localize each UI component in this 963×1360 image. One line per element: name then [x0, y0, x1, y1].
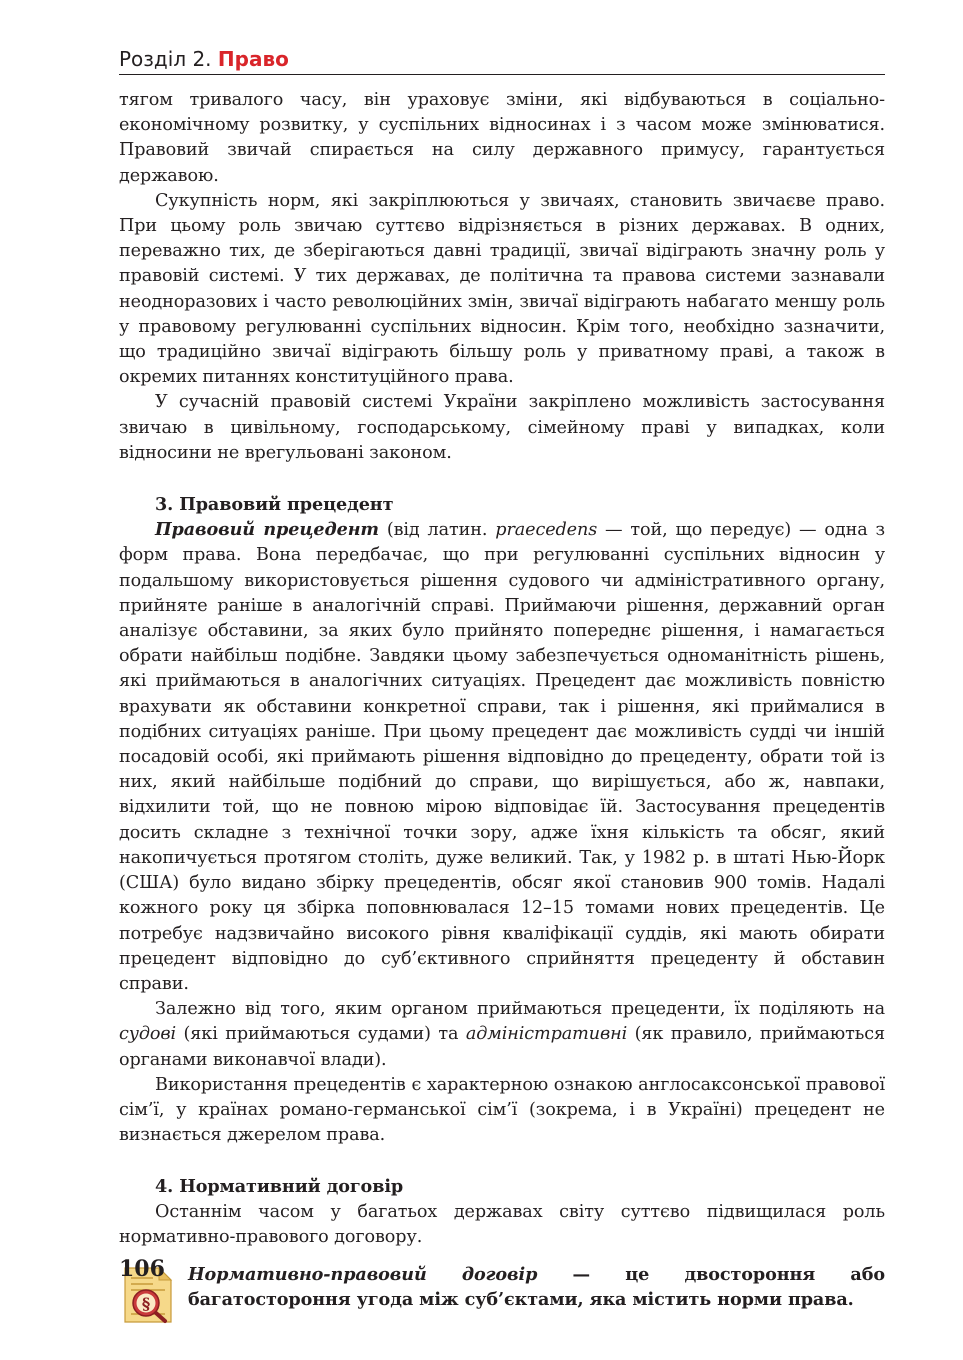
- page-content: [119, 88, 885, 1332]
- section-4-heading: 4. Нормативний договір: [155, 1176, 404, 1198]
- term-precedent: Правовий прецедент: [155, 519, 379, 541]
- definition-text: [188, 1262, 885, 1312]
- section-sign: §: [141, 1293, 151, 1313]
- latin-word: praecedens: [495, 520, 598, 541]
- paragraph-precedent-definition: [119, 517, 885, 997]
- page-header: [119, 46, 885, 75]
- term-administrative: адміністративні: [465, 1024, 628, 1045]
- paragraph-ukraine-custom: У сучасній правовій системі України закріплено можливість застосування звичаю в цивільному, господарському, сімейному праві у випадках, коли відносини не врегульовані законом.: [119, 392, 885, 463]
- paragraph-precedent-types: [119, 997, 885, 1073]
- paragraph-continuation: тягом тривалого часу, він ураховує зміни, які відбуваються в соціально-економічному розвитку, у суспільних відносинах і з часом може змінюватися. Правовий звичай спирається на силу державного примусу, гарантується державою.: [119, 90, 885, 186]
- page-number: 106: [119, 1256, 165, 1282]
- paragraph-precedent-usage: Використання прецедентів є характерною ознакою англосаксонської правової сім’ї, у країнах романо-германської сім’ї (зокрема, і в Україні) прецедент не визнається джерелом права.: [119, 1074, 885, 1146]
- term-judicial: судові: [119, 1024, 177, 1045]
- chapter-label: Розділ 2.: [119, 47, 212, 71]
- text-span: (від латин.: [378, 520, 496, 541]
- text-span: (які приймаються судами) та: [176, 1024, 466, 1045]
- text-span: Залежно від того, яким органом приймаються прецеденти, їх поділяють на: [155, 999, 885, 1020]
- text-span: — той, що передує) — одна з форм права. Вона передбачає, що при регулюванні суспільних відносин у подальшому використовується рішення судового чи адміністративного органу, прийняте раніше в аналогічній справі. Приймаючи рішення, державний орган аналізує обставини, за яких було прийнято попереднє рішення, і намагається обрати найбільш подібне. Завдяки цьому забезпечується одноманітність рішень, які приймаються в аналогічних ситуаціях. Прецедент дає можливість повністю врахувати як обставини конкретної справи, так і рішення, які приймалися в подібних ситуаціях раніше. При цьому прецедент дає можливість судді чи іншій посадовій особі, які приймають рішення відповідно до прецеденту, обрати той із них, який найбільше подібний до справи, що вирішується, або ж, навпаки, відхилити той, що не повною мірою відповідає їй. Застосування прецедентів досить складне з технічної точки зору, адже їхня кількість та обсяг, який накопичується протягом століть, дуже великий. Так, у 1982 р. в штаті Нью-Йорк (США) було видано збірку прецедентів, обсяг якої становив 900 томів. Надалі кожного року ця збірка поповнювалася 12–15 томами нових прецедентів. Це потребує надзвичайно високого рівня кваліфікації суддів, які мають обирати прецедент відповідно до суб’єктивного сприйняття прецеденту й обставин справи.: [119, 520, 885, 994]
- section-name: Право: [217, 47, 289, 71]
- text-span: — це двостороння або багатостороння угода між суб’єктами, яка містить норми права.: [188, 1263, 885, 1311]
- definition-block: [119, 1262, 885, 1332]
- paragraph-normative-contract: Останнім часом у багатьох державах світу суттєво підвищилася роль нормативно-правового договору.: [119, 1201, 885, 1247]
- text-span: (як правило, приймаються органами виконавчої влади).: [119, 1024, 886, 1070]
- term-normative-contract: Нормативно-правовий договір: [188, 1263, 538, 1285]
- paragraph-customary-law: Сукупність норм, які закріплюються у звичаях, становить звичаєве право. При цьому роль звичаю суттєво відрізняється в різних державах. В одних, переважно тих, де зберігаються давні традиції, звичаї відіграють значну роль у правовій системі. У тих державах, де політична та правова системи зазнавали неодноразових і часто революційних змін, звичаї відіграють набагато меншу роль у правовому регулюванні суспільних відносин. Крім того, необхідно зазначити, що традиційно звичаї відіграють більшу роль у приватному праві, а також в окремих питаннях конституційного права.: [119, 190, 885, 388]
- section-3-heading: 3. Правовий прецедент: [155, 494, 394, 516]
